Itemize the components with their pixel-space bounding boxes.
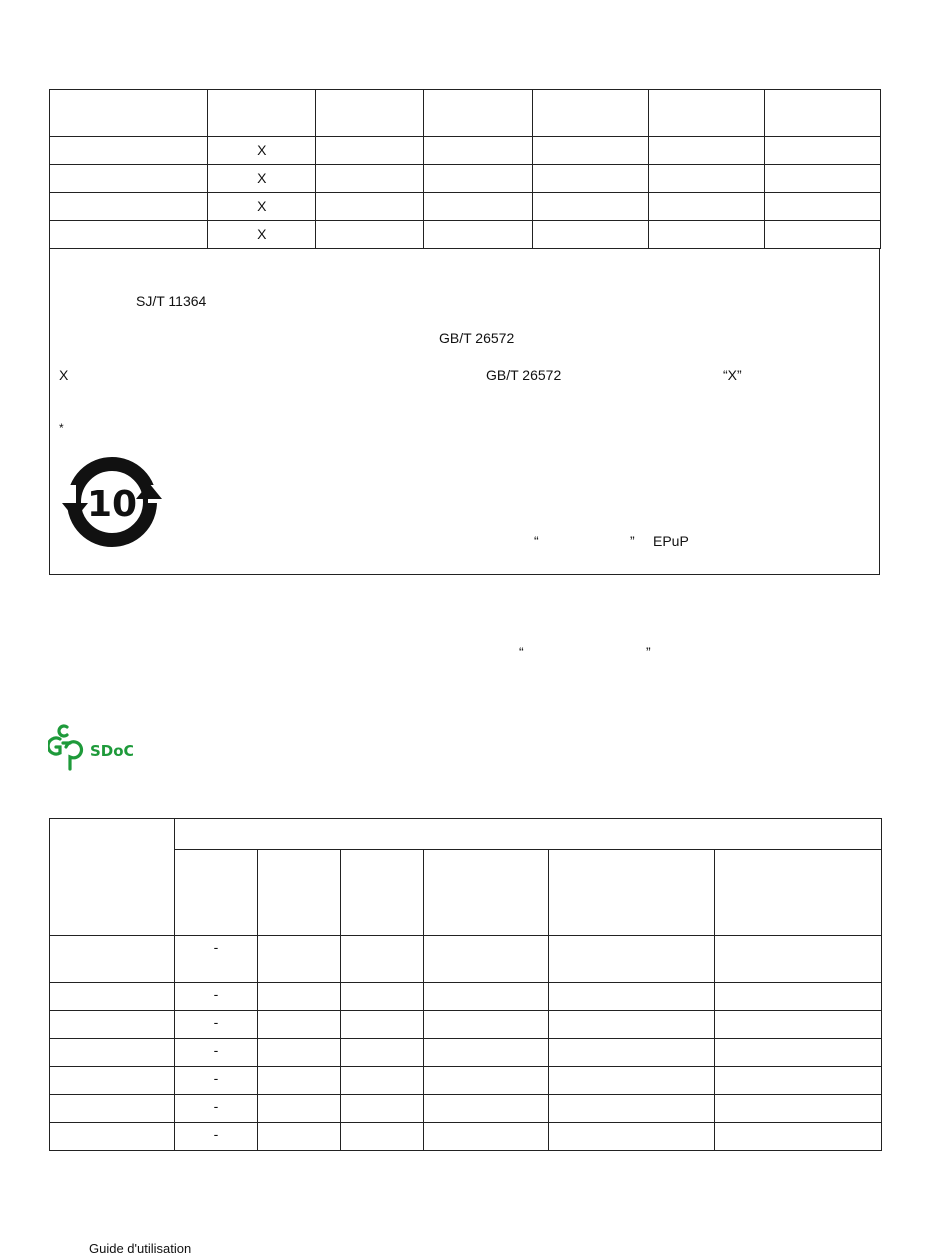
table-row (50, 221, 881, 249)
page-footer: Guide d'utilisation (89, 1241, 192, 1256)
table-row (50, 1067, 882, 1095)
cell-mark: X (208, 165, 316, 193)
table-subheader-row (50, 850, 882, 936)
cell-mark: - (175, 1039, 258, 1067)
cell-mark: X (208, 221, 316, 249)
table-header-row (50, 90, 881, 137)
cell-mark: - (175, 983, 258, 1011)
cell-mark: X (208, 137, 316, 165)
cell-mark: - (175, 1011, 258, 1039)
table-row (50, 936, 882, 983)
mid-close-quote: ” (646, 644, 651, 660)
table-row (50, 137, 881, 165)
sdoc-logo (48, 723, 133, 773)
efup-10-logo (62, 457, 162, 547)
table-header-row (50, 819, 882, 850)
x-quoted: “X” (723, 367, 742, 383)
gb-reference-2: GB/T 26572 (486, 367, 562, 383)
mid-open-quote: “ (519, 644, 524, 660)
close-quote: ” (630, 533, 635, 549)
table-row (50, 165, 881, 193)
table-row (50, 193, 881, 221)
sdoc-text: SDoC (90, 742, 133, 760)
cell-mark: - (175, 1123, 258, 1151)
asterisk: * (59, 421, 64, 435)
substances-table-2 (49, 818, 882, 1151)
table-row (50, 983, 882, 1011)
gb-reference: GB/T 26572 (439, 330, 515, 346)
cell-mark: - (175, 936, 258, 983)
cell-mark: - (175, 1095, 258, 1123)
hazardous-substances-table (49, 89, 881, 249)
table-row (50, 1039, 882, 1067)
table-notes (49, 249, 880, 575)
svg-text:10: 10 (86, 484, 138, 525)
standard-reference: SJ/T 11364 (136, 293, 207, 309)
cell-mark: - (175, 1067, 258, 1095)
table-row (50, 1095, 882, 1123)
table-row (50, 1011, 882, 1039)
cell-mark: X (208, 193, 316, 221)
epup-label: EPuP (653, 533, 689, 549)
x-label: X (59, 367, 69, 383)
open-quote: “ (534, 533, 539, 549)
table-row (50, 1123, 882, 1151)
